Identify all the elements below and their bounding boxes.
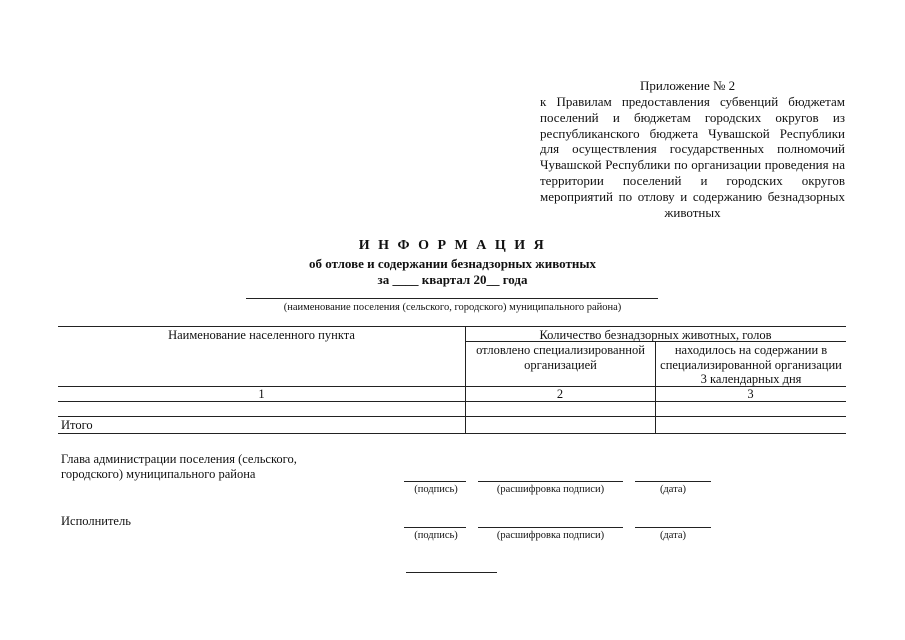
executor-decode-caption: (расшифровка подписи) [496, 530, 605, 541]
head-date-caption: (дата) [659, 484, 687, 495]
document-subtitle: об отлове и содержании безнадзорных животных [308, 256, 597, 271]
head-date-line [635, 481, 711, 482]
executor-date-caption: (дата) [659, 530, 687, 541]
table-border-bottom [58, 433, 846, 434]
settlement-name-line [246, 298, 658, 299]
settlement-caption: (наименование поселения (сельского, городского) муниципального района) [283, 302, 622, 313]
col-number-3: 3 [747, 387, 754, 401]
table-border-top [58, 326, 846, 327]
reporting-period: за ____ квартал 20__ года [377, 272, 528, 287]
appendix-title: Приложение № 2 [640, 78, 736, 93]
group-header: Количество безнадзорных животных, голов [539, 328, 772, 342]
executor-sign-line [404, 527, 466, 528]
appendix-description: к Правилам предоставления субвенций бюджетам поселений и бюджетам городских округов из республиканского бюджета Чувашской Республики для осуществления государственных полномочий Чувашской Республики по организации проведения на территории поселений и городских округов мероприятий по отлову и содержанию безнадзорных животных [540, 94, 845, 220]
col3-header: находилось на содержании в специализированной организации 3 календарных дня [660, 343, 842, 386]
executor-label: Исполнитель [61, 514, 131, 528]
executor-sign-caption: (подпись) [414, 530, 458, 541]
footnote-separator [406, 572, 497, 573]
head-decode-line [478, 481, 623, 482]
head-decode-caption: (расшифровка подписи) [496, 484, 605, 495]
col-number-1: 1 [258, 387, 265, 401]
col2-header: отловлено специализированной организацией [476, 343, 645, 372]
executor-decode-line [478, 527, 623, 528]
total-row-label: Итого [61, 418, 93, 432]
head-sign-line [404, 481, 466, 482]
col-number-2: 2 [556, 387, 564, 401]
head-label: Глава администрации поселения (сельского, городского) муниципального района [61, 452, 297, 481]
table-row-divider [58, 416, 846, 417]
col1-header: Наименование населенного пункта [168, 328, 355, 342]
document-title: И Н Ф О Р М А Ц И Я [358, 238, 547, 253]
head-sign-caption: (подпись) [414, 484, 458, 495]
executor-date-line [635, 527, 711, 528]
